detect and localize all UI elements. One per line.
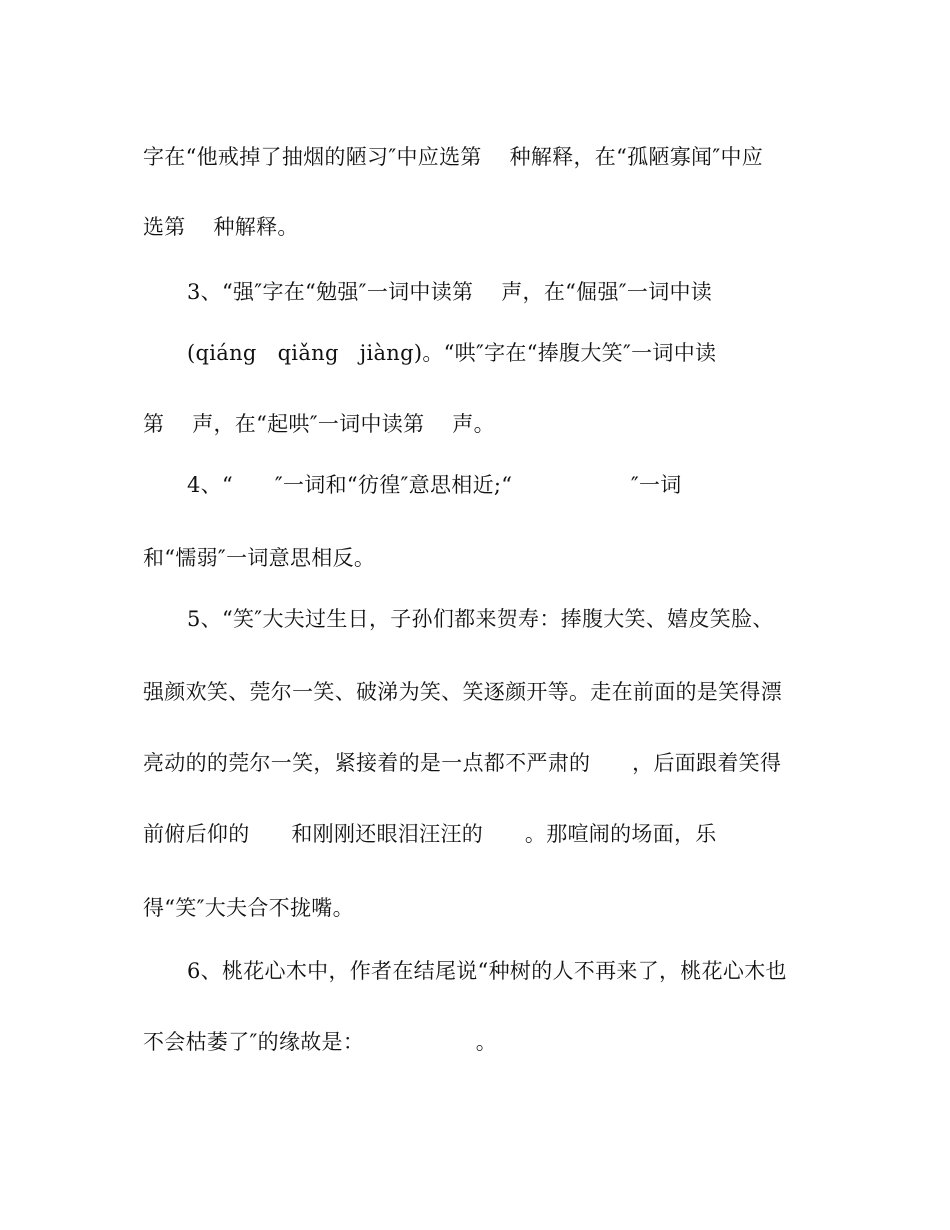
text-line-8: 5、“笑″大夫过生日，子孙们都来贺寿：捧腹大笑、嬉皮笑脸、 (187, 607, 774, 631)
text-line-7: 和“懦弱″一词意思相反。 (143, 546, 376, 570)
text-line-1: 字在“他戒掉了抽烟的陋习″中应选第 种解释，在“孤陋寡闻″中应 (143, 145, 764, 169)
text-line-10: 亮动的的莞尔一笑，紧接着的是一点都不严肃的 ，后面跟着笑得 (143, 751, 782, 775)
text-line-14: 不会枯萎了″的缘故是： 。 (143, 1030, 498, 1054)
text-line-3: 3、“强″字在“勉强″一词中读第 声，在“倔强″一词中读 (187, 280, 713, 304)
text-line-6: 4、“ ″一词和“彷徨″意思相近;“ ″一词 (187, 473, 682, 497)
text-line-4: (qiáng qiǎng jiàng)。“哄″字在“捧腹大笑″一词中读 (187, 341, 717, 365)
text-line-12: 得“笑″大夫合不拢嘴。 (143, 896, 354, 920)
text-line-11: 前俯后仰的 和刚刚还眼泪汪汪的 。那喧闹的场面，乐 (143, 822, 717, 846)
text-line-2: 选第 种解释。 (143, 215, 299, 239)
text-line-5: 第 声，在“起哄″一词中读第 声。 (143, 412, 495, 436)
text-line-9: 强颜欢笑、莞尔一笑、破涕为笑、笑逐颜开等。走在前面的是笑得漂 (143, 680, 782, 704)
text-line-13: 6、桃花心木中，作者在结尾说“种树的人不再来了，桃花心木也 (187, 959, 787, 983)
